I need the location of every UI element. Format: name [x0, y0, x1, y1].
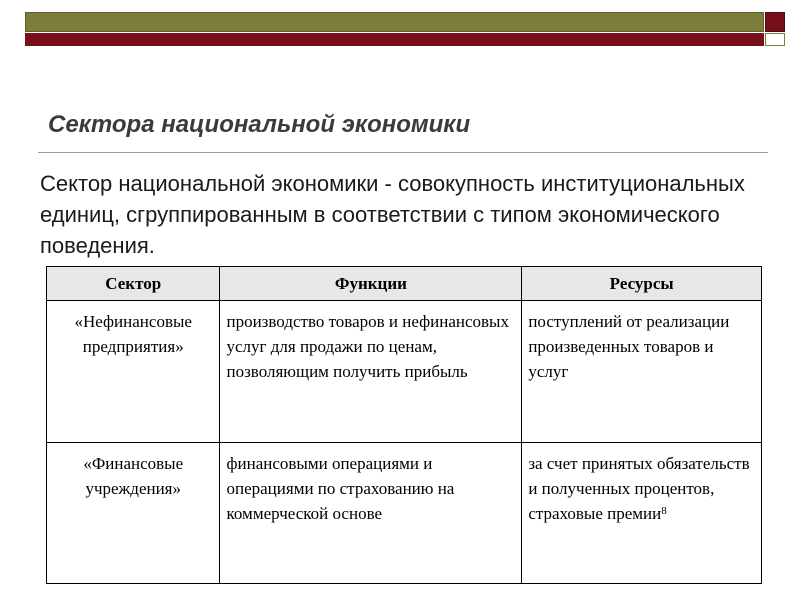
header-functions: Функции [220, 267, 522, 301]
header-resources: Ресурсы [522, 267, 762, 301]
header-olive-bar [25, 12, 764, 32]
slide-title: Сектора национальной экономики [48, 111, 471, 138]
cell-resources-text: за счет принятых обязательств и полученных процентов, страховые премии [528, 454, 750, 523]
table-row [47, 443, 762, 584]
header-maroon-bar [25, 33, 764, 46]
slide-number: 8 [661, 505, 667, 517]
header-corner-square-maroon [765, 12, 785, 32]
cell-sector: «Финансовые учреждения» [47, 443, 220, 584]
cell-sector: «Нефинансовые предприятия» [47, 301, 220, 443]
cell-functions: производство товаров и нефинансовых услуг для продажи по ценам, позволяющим получить прибыль [220, 301, 522, 443]
table-header-row [47, 267, 762, 301]
table-row [47, 301, 762, 443]
header-sector: Сектор [47, 267, 220, 301]
cell-functions: финансовыми операциями и операциями по страхованию на коммерческой основе [220, 443, 522, 584]
cell-resources [522, 443, 762, 584]
sectors-table [46, 266, 762, 584]
cell-resources: поступлений от реализации произведенных товаров и услуг [522, 301, 762, 443]
header-corner-square-white [765, 33, 785, 46]
definition-text: Сектор национальной экономики - совокупность институциональных единиц, сгруппированным в соответствии с типом экономического поведения. [40, 171, 745, 258]
title-divider [38, 152, 768, 153]
